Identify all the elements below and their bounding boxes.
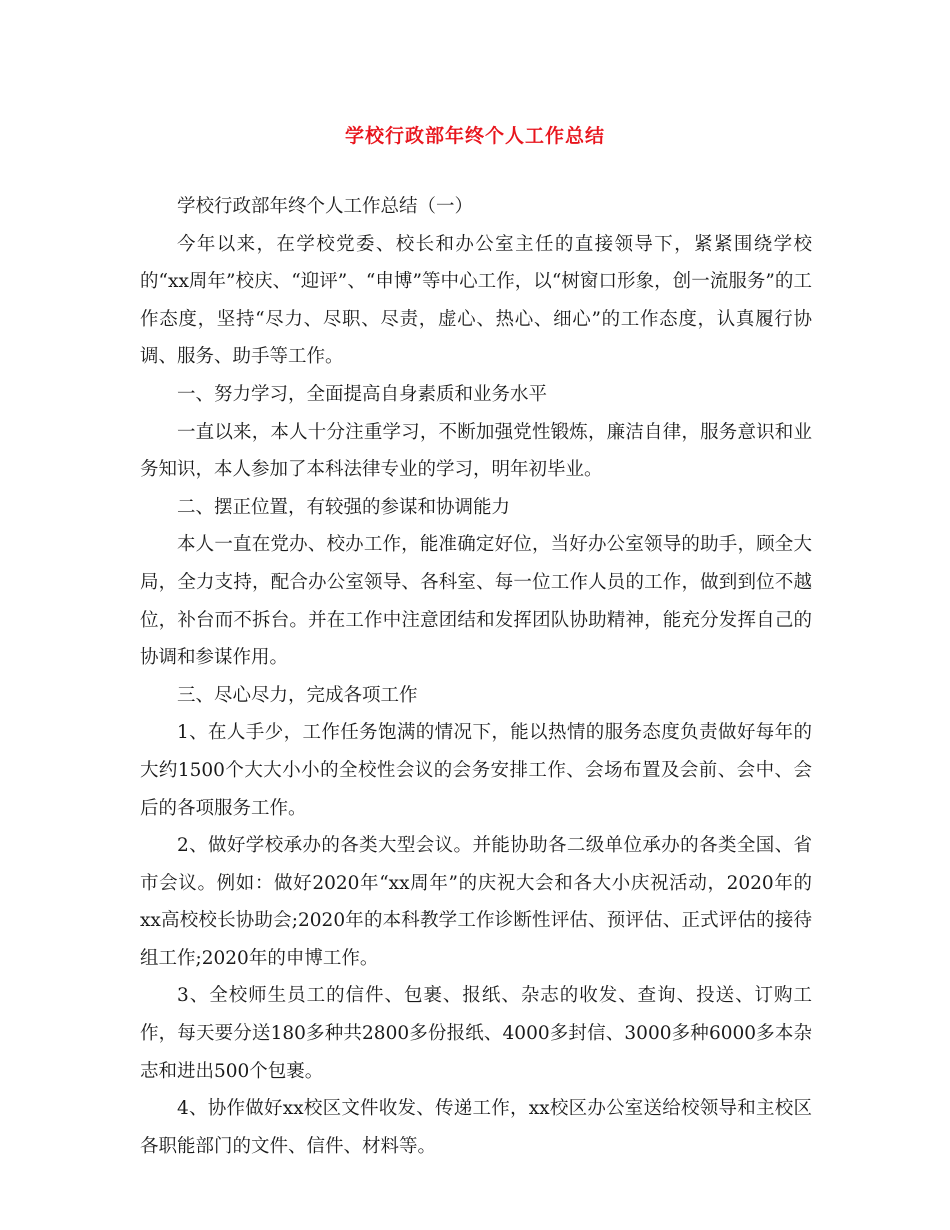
body-paragraph: 4、协作做好xx校区文件收发、传递工作，xx校区办公室送给校领导和主校区各职能部门的文件、信件、材料等。 — [140, 1098, 812, 1157]
document-title: 学校行政部年终个人工作总结 — [344, 125, 605, 147]
section-heading: 三、尽心尽力，完成各项工作 — [177, 684, 418, 706]
document-body — [140, 188, 812, 1165]
body-paragraph: 3、全校师生员工的信件、包裹、报纸、杂志的收发、查询、投送、订购工作，每天要分送180多种共2800多份报纸、4000多封信、3000多种6000多本杂志和进出500个包裹。 — [140, 985, 812, 1082]
body-paragraph: 今年以来，在学校党委、校长和办公室主任的直接领导下，紧紧围绕学校的“xx周年”校庆、“迎评”、“申博”等中心工作，以“树窗口形象，创一流服务”的工作态度，坚持“尽力、尽职、尽责，虚心、热心、细心”的工作态度，认真履行协调、服务、助手等工作。 — [140, 233, 812, 368]
section-heading: 二、摆正位置，有较强的参谋和协调能力 — [177, 496, 511, 518]
body-paragraph: 本人一直在党办、校办工作，能准确定好位，当好办公室领导的助手，顾全大局，全力支持，配合办公室领导、各科室、每一位工作人员的工作，做到到位不越位，补台而不拆台。并在工作中注意团结和发挥团队协助精神，能充分发挥自己的协调和参谋作用。 — [140, 534, 812, 669]
body-paragraph: 2、做好学校承办的各类大型会议。并能协助各二级单位承办的各类全国、省市会议。例如：做好2020年“xx周年”的庆祝大会和各大小庆祝活动，2020年的xx高校校长协助会;2020年的本科教学工作诊断性评估、预评估、正式评估的接待组工作;2020年的申博工作。 — [140, 835, 812, 969]
body-paragraph: 1、在人手少，工作任务饱满的情况下，能以热情的服务态度负责做好每年的大约1500个大大小小的全校性会议的会务安排工作、会场布置及会前、会中、会后的各项服务工作。 — [140, 722, 812, 819]
section-heading: 一、努力学习，全面提高自身素质和业务水平 — [177, 383, 548, 405]
body-paragraph: 一直以来，本人十分注重学习，不断加强党性锻炼，廉洁自律，服务意识和业务知识，本人参加了本科法律专业的学习，明年初毕业。 — [140, 421, 812, 481]
section-heading: 学校行政部年终个人工作总结（一） — [177, 196, 474, 217]
